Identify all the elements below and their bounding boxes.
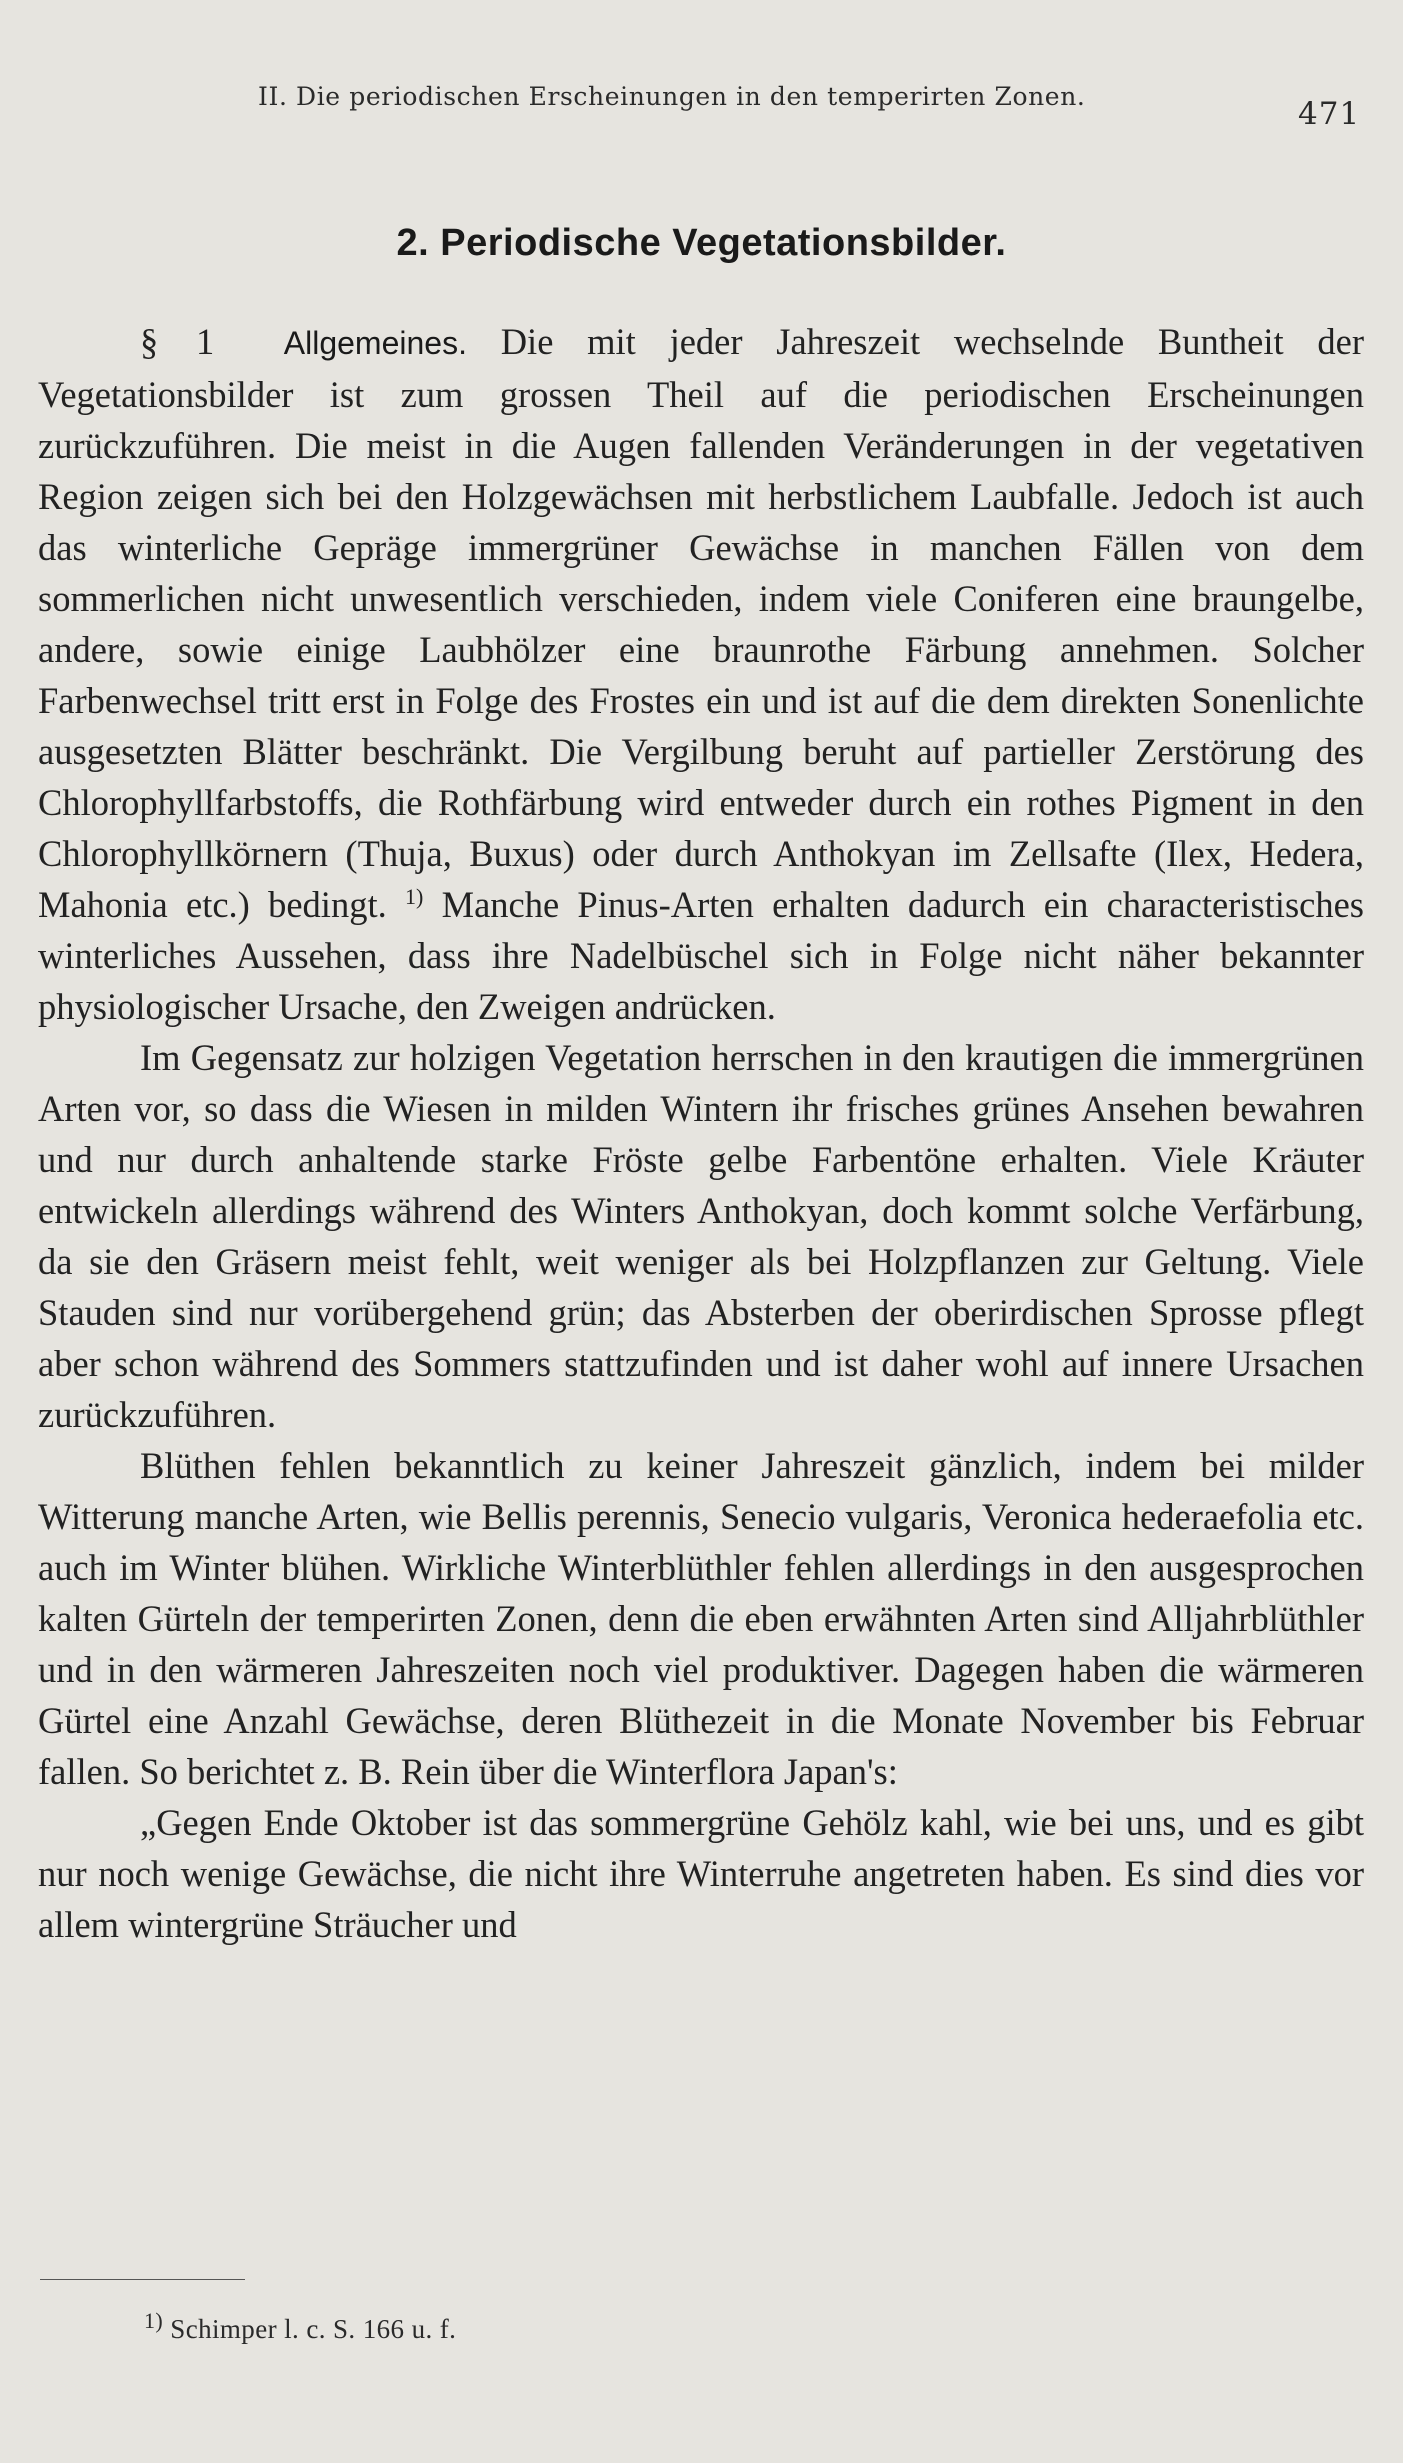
footnote-marker: 1): [144, 2308, 164, 2333]
subsection-heading: Allgemeines.: [283, 325, 467, 361]
paragraph-3: Blüthen fehlen bekanntlich zu keiner Jahreszeit gänzlich, indem bei milder Witterung manche Arten, wie Bellis perennis, Senecio vulgaris, Veronica hederaefolia etc. auch im Winter blühen. Wirkliche Winterblüthler fehlen allerdings in den ausgesprochen kalten Gürteln der temperirten Zonen, denn die eben erwähnten Arten sind Alljahrblüthler und in den wärmeren Jahreszeiten noch viel produktiver. Dagegen haben die wärmeren Gürtel eine Anzahl Gewächse, deren Blüthezeit in die Monate November bis Februar fallen. So berichtet z. B. Rein über die Winterflora Japan's:: [38, 1445, 1364, 1792]
footnote: [144, 2308, 457, 2345]
paragraph-text: Manche Pinus-Arten erhalten dadurch ein characteristisches winterliches Aussehen, dass ihre Nadelbüschel sich in Folge nicht näher bekannter physiologischer Ursache, den Zweigen andrücken.: [38, 884, 1364, 1027]
section-mark: § 1: [140, 321, 217, 362]
footnote-text: Schimper l. c. S. 166 u. f.: [170, 2314, 457, 2344]
section-title: 2. Periodische Vegetationsbilder.: [396, 222, 1007, 264]
body-text: [38, 316, 1364, 1950]
footnote-divider: [40, 2279, 245, 2280]
footnote-reference: 1): [405, 883, 424, 909]
page-number: 471: [1298, 96, 1361, 132]
paragraph-text: Die mit jeder Jahreszeit wechselnde Buntheit der Vegetationsbilder ist zum grossen Theil auf die periodischen Erscheinungen zurückzuführen. Die meist in die Augen fallenden Veränderungen in der vegetativen Region zeigen sich bei den Holzgewächsen mit herbstlichem Laubfalle. Jedoch ist auch das winterliche Gepräge immergrüner Gewächse in manchen Fällen von dem sommerlichen nicht unwesentlich verschieden, indem viele Coniferen eine braungelbe, andere, sowie einige Laubhölzer eine braunrothe Färbung annehmen. Solcher Farbenwechsel tritt erst in Folge des Frostes ein und ist auf die dem direkten Sonenlichte ausgesetzten Blätter beschränkt. Die Vergilbung beruht auf partieller Zerstörung des Chlorophyllfarbstoffs, die Rothfärbung wird entweder durch ein rothes Pigment in den Chlorophyllkörnern (Thuja, Buxus) oder durch Anthokyan im Zellsafte (Ilex, Hedera, Mahonia etc.) bedingt.: [38, 321, 1364, 925]
running-head: II. Die periodischen Erscheinungen in den temperirten Zonen.: [258, 82, 1086, 111]
paragraph-4: „Gegen Ende Oktober ist das sommergrüne Gehölz kahl, wie bei uns, und es gibt nur noch wenige Gewächse, die nicht ihre Winterruhe angetreten haben. Es sind dies vor allem wintergrüne Sträucher und: [38, 1802, 1364, 1945]
paragraph-1: [38, 316, 1364, 1032]
paragraph-2: Im Gegensatz zur holzigen Vegetation herrschen in den krautigen die immergrünen Arten vor, so dass die Wiesen in milden Wintern ihr frisches grünes Ansehen bewahren und nur durch anhaltende starke Fröste gelbe Farbentöne erhalten. Viele Kräuter entwickeln allerdings während des Winters Anthokyan, doch kommt solche Verfärbung, da sie den Gräsern meist fehlt, weit weniger als bei Holzpflanzen zur Geltung. Viele Stauden sind nur vorübergehend grün; das Absterben der oberirdischen Sprosse pflegt aber schon während des Sommers stattzufinden und ist daher wohl auf innere Ursachen zurückzuführen.: [38, 1037, 1364, 1435]
